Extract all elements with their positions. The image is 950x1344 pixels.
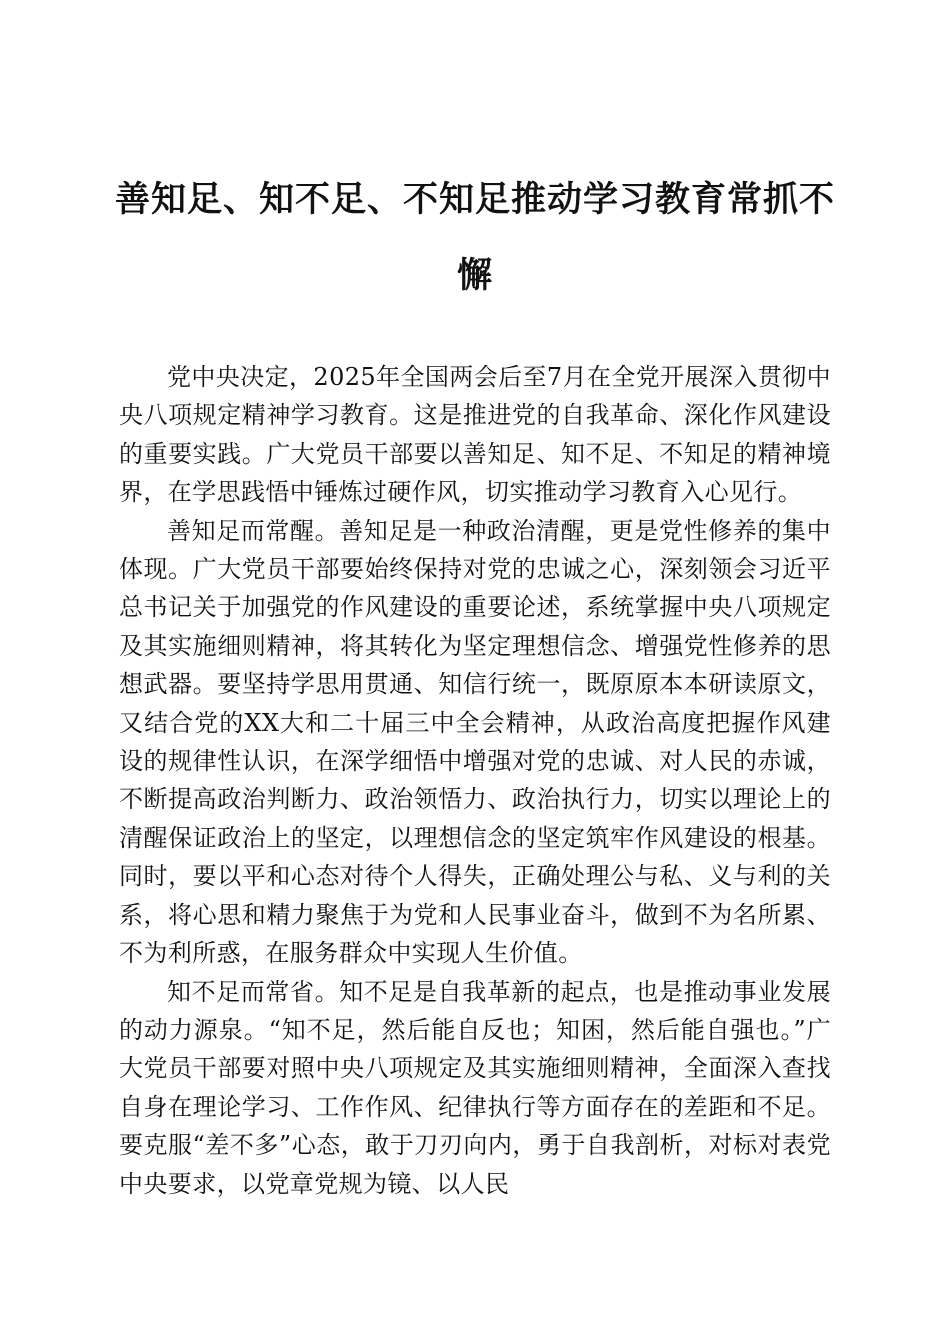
document-title: 善知足、知不足、不知足推动学习教育常抓不懈 [114,180,835,296]
document-body [119,358,831,1203]
paragraph-shan-zhi-zu: 善知足而常醒。善知足是一种政治清醒，更是党性修养的集中体现。广大党员干部要始终保持对党的忠诚之心，深刻领会习近平总书记关于加强党的作风建设的重要论述，系统掌握中央八项规定及其实施细则精神，将其转化为坚定理想信念、增强党性修养的思想武器。要坚持学思用贯通、知信行统一，既原原本本研读原文，又结合党的XX大和二十届三中全会精神，从政治高度把握作风建设的规律性认识，在深学细悟中增强对党的忠诚、对人民的赤诚，不断提高政治判断力、政治领悟力、政治执行力，切实以理论上的清醒保证政治上的坚定，以理想信念的坚定筑牢作风建设的根基。同时，要以平和心态对待个人得失，正确处理公与私、义与利的关系，将心思和精力聚焦于为党和人民事业奋斗，做到不为名所累、不为利所惑，在服务群众中实现人生价值。 [119,516,831,968]
paragraph-zhi-bu-zu: 知不足而常省。知不足是自我革新的起点，也是推动事业发展的动力源泉。“知不足，然后能自反也；知困，然后能自强也。”广大党员干部要对照中央八项规定及其实施细则精神，全面深入查找自身在理论学习、工作作风、纪律执行等方面存在的差距和不足。要克服“差不多”心态，敢于刀刃向内，勇于自我剖析，对标对表党中央要求，以党章党规为镜、以人民 [119,977,831,1198]
paragraph-intro: 党中央决定，2025年全国两会后至7月在全党开展深入贯彻中央八项规定精神学习教育。这是推进党的自我革命、深化作风建设的重要实践。广大党员干部要以善知足、知不足、不知足的精神境界，在学思践悟中锤炼过硬作风，切实推动学习教育入心见行。 [119,363,831,507]
